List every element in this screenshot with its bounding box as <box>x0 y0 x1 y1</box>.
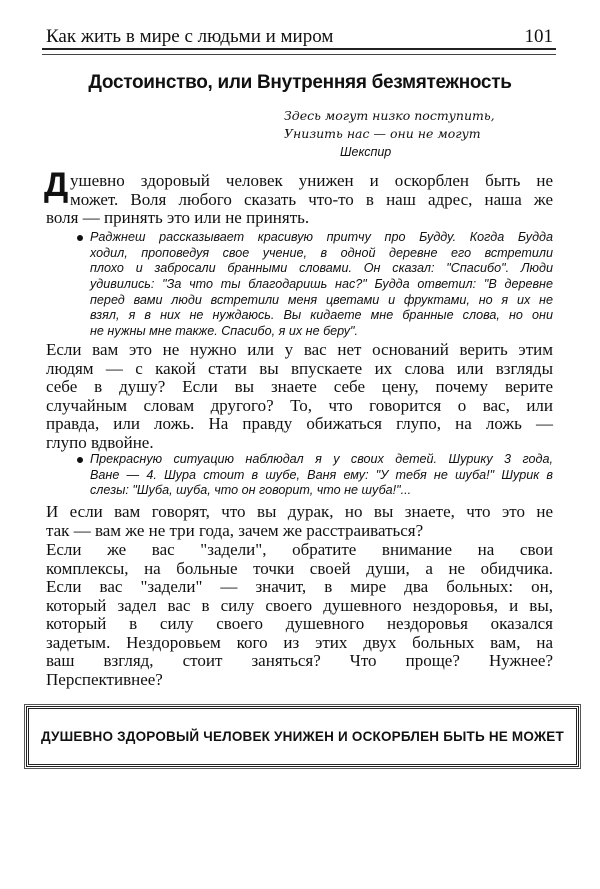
bullet-note-1 <box>90 230 553 340</box>
text-line: так — вам же не три года, зачем же расстраиваться? <box>46 520 424 540</box>
text-line: который в силу своего душевного нездоровья оказался <box>46 614 553 633</box>
text-line: Если вас "задели" — значит, в мире два больных: он, <box>46 577 553 596</box>
text-line: И если вам говорят, что вы дурак, но вы знаете, что это не <box>46 502 553 521</box>
section-title: Достоинство, или Внутренняя безмятежность <box>88 72 512 93</box>
text-line: который задел вас в силу своего душевного нездоровья, и вы, <box>46 595 553 615</box>
header-rule <box>42 48 556 55</box>
epigraph <box>284 107 495 143</box>
text-line: Если вам это не нужно или у вас нет оснований верить этим <box>46 340 553 359</box>
paragraph-3 <box>46 503 553 540</box>
page-number: 101 <box>524 26 553 47</box>
text-line: Перспективнее? <box>46 669 163 689</box>
epigraph-author: Шекспир <box>340 145 392 159</box>
text-line: Прекрасную ситуацию наблюдал я у своих детей. Шурику 3 года, <box>90 452 553 466</box>
callout-text: ДУШЕВНО ЗДОРОВЫЙ ЧЕЛОВЕК УНИЖЕН И ОСКОРБЛЕН БЫТЬ НЕ МОЖЕТ <box>41 729 564 744</box>
bullet-icon <box>77 457 83 463</box>
text-line: перед вами люди встретили меня цветами и фруктами, но я их не <box>90 292 553 307</box>
text-line: ваш взгляд, стоит заняться? Что проще? Нужнее? <box>46 651 553 670</box>
text-line: случайным словам другого? То, что говорится о вас, или <box>46 395 553 415</box>
epigraph-line: Унизить нас — они не могут <box>284 126 481 141</box>
epigraph-line: Здесь могут низко поступить, <box>284 108 495 123</box>
text-line: комплексы, на больные точки своей души, а не обидчика. <box>46 558 553 578</box>
paragraph-1 <box>46 172 553 228</box>
text-line: не нужны мне также. Спасибо, я их не беру". <box>90 324 359 339</box>
text-line: взял, я в них не нуждаюсь. Вы кидаете мне бранные слова, но они <box>90 308 553 323</box>
text-line: Если же вас "задели", обратите внимание на свои <box>46 540 553 559</box>
callout-box <box>26 706 579 767</box>
bullet-note-2 <box>90 452 553 499</box>
text-line: правда, или ложь. На правду обижаться глупо, на ложь — <box>46 414 553 433</box>
text-line: ходил, проповедуя свое учение, в одной деревне его встретили <box>90 245 553 260</box>
bullet-icon <box>77 235 83 241</box>
paragraph-2 <box>46 341 553 452</box>
text-line: слезы: "Шуба, шуба, что он говорит, что не шуба!"... <box>90 483 412 498</box>
paragraph-4 <box>46 541 553 689</box>
text-line: может. Воля любого сказать что-то в наш адрес, наша же <box>70 189 553 209</box>
text-line: плохо и забросали бранными словами. Он сказал: "Спасибо". Люди <box>90 261 553 276</box>
running-title: Как жить в мире с людьми и миром <box>46 26 334 47</box>
text-line: себе в душу? Если вы знаете себе цену, почему верите <box>46 377 553 396</box>
text-line: ушевно здоровый человек унижен и оскорблен быть не <box>70 171 553 190</box>
text-line: людям — с какой стати вы впускаете их слова или взгляды <box>46 358 553 378</box>
text-line: глупо вдвойне. <box>46 432 154 452</box>
text-line: Ване — 4. Шура стоит в шубе, Ваня ему: "У тебя не шуба!" Шурик в <box>90 467 553 482</box>
text-line: удивились: "За что ты благодаришь нас?" Будда ответил: "В деревне <box>90 277 553 292</box>
drop-cap: Д <box>44 166 69 204</box>
text-line: Раджнеш рассказывает красивую притчу про Будду. Когда Будда <box>90 230 553 244</box>
text-line: задетым. Нездоровьем кого из этих двух больных вам, на <box>46 632 553 652</box>
text-line: воля — принять это или не принять. <box>46 208 310 227</box>
